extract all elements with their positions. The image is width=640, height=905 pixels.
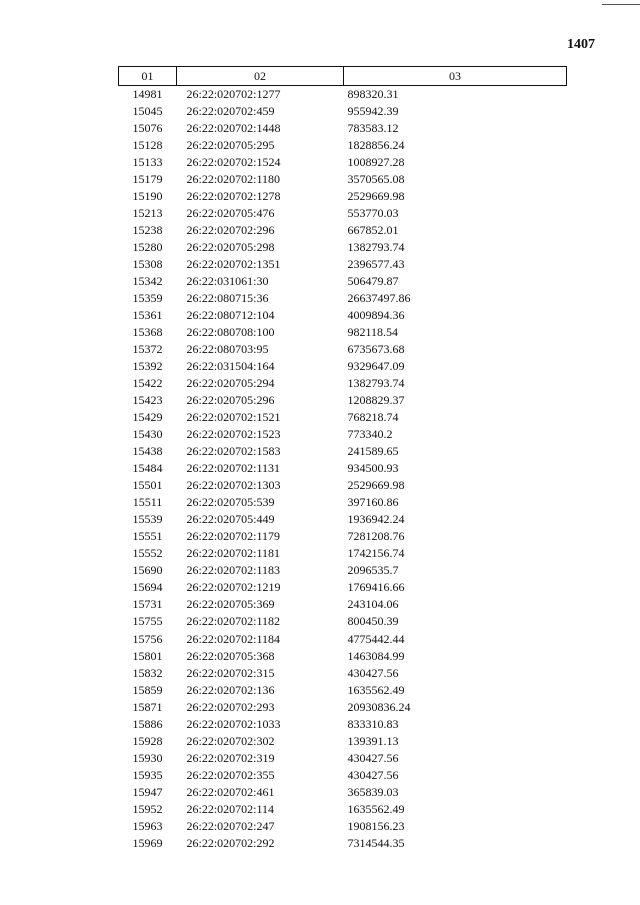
cadastral-number-cell: 26:22:020705:476 xyxy=(186,206,275,221)
value-cell: 667852.01 xyxy=(347,223,399,238)
row-id-cell: 15963 xyxy=(132,818,163,833)
table-row xyxy=(119,392,567,409)
value-cell: 241589.65 xyxy=(347,444,399,459)
value-cell: 7314544.35 xyxy=(347,835,405,850)
cadastral-number-cell: 26:22:020702:1181 xyxy=(186,546,281,561)
row-id-cell: 15133 xyxy=(132,155,163,170)
table-body xyxy=(119,86,567,852)
table-row xyxy=(119,239,567,256)
table-row xyxy=(119,426,567,443)
table-row xyxy=(119,835,567,852)
row-id-cell: 15694 xyxy=(132,580,163,595)
table-row xyxy=(119,103,567,120)
row-id-cell: 15928 xyxy=(132,733,163,748)
cadastral-number-cell: 26:22:020702:114 xyxy=(186,801,275,816)
row-id-cell: 15690 xyxy=(132,563,163,578)
row-id-cell: 15190 xyxy=(132,189,163,204)
value-cell: 3570565.08 xyxy=(347,172,405,187)
row-id-cell: 15238 xyxy=(132,223,163,238)
value-cell: 4009894.36 xyxy=(347,308,405,323)
cadastral-number-cell: 26:22:020702:1033 xyxy=(186,716,281,731)
cadastral-number-cell: 26:22:020702:1184 xyxy=(186,631,281,646)
cadastral-number-cell: 26:22:020702:302 xyxy=(186,733,275,748)
row-id-cell: 15952 xyxy=(132,801,163,816)
row-id-cell: 15947 xyxy=(132,784,163,799)
cadastral-number-cell: 26:22:020702:315 xyxy=(186,665,275,680)
value-cell: 2529669.98 xyxy=(347,478,405,493)
value-cell: 1382793.74 xyxy=(347,240,405,255)
table-row xyxy=(119,613,567,630)
table-row xyxy=(119,205,567,222)
row-id-cell: 15930 xyxy=(132,750,163,765)
table-row xyxy=(119,222,567,239)
cadastral-number-cell: 26:22:020705:368 xyxy=(186,648,275,663)
cadastral-number-cell: 26:22:031504:164 xyxy=(186,359,275,374)
row-id-cell: 15871 xyxy=(132,699,163,714)
cadastral-number-cell: 26:22:020702:1351 xyxy=(186,257,281,272)
row-id-cell: 15423 xyxy=(132,393,163,408)
table-row xyxy=(119,358,567,375)
table-row xyxy=(119,494,567,511)
table-row xyxy=(119,256,567,273)
header-col-01: 01 xyxy=(119,67,177,86)
value-cell: 20930836.24 xyxy=(347,699,411,714)
cadastral-number-cell: 26:22:020702:1524 xyxy=(186,155,281,170)
row-id-cell: 15280 xyxy=(132,240,163,255)
value-cell: 982118.54 xyxy=(347,325,399,340)
table-row xyxy=(119,188,567,205)
cadastral-number-cell: 26:22:020702:293 xyxy=(186,699,275,714)
value-cell: 139391.13 xyxy=(347,733,399,748)
table-header-row xyxy=(119,67,567,86)
row-id-cell: 15128 xyxy=(132,138,163,153)
table-row xyxy=(119,511,567,528)
row-id-cell: 15438 xyxy=(132,444,163,459)
cadastral-number-cell: 26:22:020702:1183 xyxy=(186,563,281,578)
value-cell: 6735673.68 xyxy=(347,342,405,357)
row-id-cell: 15342 xyxy=(132,274,163,289)
data-table xyxy=(118,66,567,852)
value-cell: 934500.93 xyxy=(347,461,399,476)
row-id-cell: 15935 xyxy=(132,767,163,782)
value-cell: 1382793.74 xyxy=(347,376,405,391)
row-id-cell: 15731 xyxy=(132,597,163,612)
table-row xyxy=(119,120,567,137)
row-id-cell: 15801 xyxy=(132,648,163,663)
row-id-cell: 15076 xyxy=(132,121,163,136)
value-cell: 768218.74 xyxy=(347,410,399,425)
table-row xyxy=(119,545,567,562)
value-cell: 430427.56 xyxy=(347,665,399,680)
cadastral-number-cell: 26:22:020702:247 xyxy=(186,818,275,833)
value-cell: 553770.03 xyxy=(347,206,399,221)
cadastral-number-cell: 26:22:020702:1180 xyxy=(186,172,281,187)
table-row xyxy=(119,324,567,341)
cadastral-number-cell: 26:22:020702:459 xyxy=(186,104,275,119)
cadastral-number-cell: 26:22:020702:1278 xyxy=(186,189,281,204)
value-cell: 4775442.44 xyxy=(347,631,405,646)
table-row xyxy=(119,409,567,426)
cadastral-number-cell: 26:22:020702:461 xyxy=(186,784,275,799)
row-id-cell: 15430 xyxy=(132,427,163,442)
value-cell: 430427.56 xyxy=(347,767,399,782)
table-row xyxy=(119,528,567,545)
table-row xyxy=(119,682,567,699)
value-cell: 1828856.24 xyxy=(347,138,405,153)
row-id-cell: 15539 xyxy=(132,512,163,527)
cadastral-number-cell: 26:22:020705:369 xyxy=(186,597,275,612)
row-id-cell: 15045 xyxy=(132,104,163,119)
value-cell: 783583.12 xyxy=(347,121,399,136)
header-col-02: 02 xyxy=(177,67,344,86)
value-cell: 397160.86 xyxy=(347,495,399,510)
corner-rule xyxy=(602,4,640,5)
value-cell: 1635562.49 xyxy=(347,801,405,816)
value-cell: 1936942.24 xyxy=(347,512,405,527)
table-row xyxy=(119,648,567,665)
cadastral-number-cell: 26:22:020702:1182 xyxy=(186,614,281,629)
cadastral-number-cell: 26:22:080708:100 xyxy=(186,325,275,340)
value-cell: 1008927.28 xyxy=(347,155,405,170)
value-cell: 955942.39 xyxy=(347,104,399,119)
value-cell: 1908156.23 xyxy=(347,818,405,833)
cadastral-number-cell: 26:22:020702:1583 xyxy=(186,444,281,459)
table-row xyxy=(119,460,567,477)
cadastral-number-cell: 26:22:020702:319 xyxy=(186,750,275,765)
row-id-cell: 15969 xyxy=(132,835,163,850)
cadastral-number-cell: 26:22:031061:30 xyxy=(186,274,269,289)
table-row xyxy=(119,137,567,154)
row-id-cell: 15501 xyxy=(132,478,163,493)
cadastral-number-cell: 26:22:020705:449 xyxy=(186,512,275,527)
page-number: 1407 xyxy=(567,37,595,52)
table-row xyxy=(119,801,567,818)
value-cell: 365839.03 xyxy=(347,784,399,799)
table-row xyxy=(119,665,567,682)
value-cell: 773340.2 xyxy=(347,427,393,442)
row-id-cell: 15372 xyxy=(132,342,163,357)
row-id-cell: 15859 xyxy=(132,682,163,697)
value-cell: 9329647.09 xyxy=(347,359,405,374)
cadastral-number-cell: 26:22:020702:1303 xyxy=(186,478,281,493)
table-row xyxy=(119,716,567,733)
table-row xyxy=(119,154,567,171)
cadastral-number-cell: 26:22:020702:355 xyxy=(186,767,275,782)
row-id-cell: 15359 xyxy=(132,291,163,306)
table-row xyxy=(119,818,567,835)
row-id-cell: 14981 xyxy=(132,87,163,101)
cadastral-number-cell: 26:22:020705:539 xyxy=(186,495,275,510)
value-cell: 1742156.74 xyxy=(347,546,405,561)
value-cell: 1463084.99 xyxy=(347,648,405,663)
table-row xyxy=(119,477,567,494)
value-cell: 1635562.49 xyxy=(347,682,405,697)
row-id-cell: 15511 xyxy=(132,495,163,510)
table-row xyxy=(119,273,567,290)
table-row xyxy=(119,307,567,324)
value-cell: 7281208.76 xyxy=(347,529,405,544)
cadastral-number-cell: 26:22:020702:1277 xyxy=(186,87,281,101)
table-row xyxy=(119,631,567,648)
row-id-cell: 15551 xyxy=(132,529,163,544)
table-row xyxy=(119,767,567,784)
cadastral-number-cell: 26:22:020702:1219 xyxy=(186,580,281,595)
row-id-cell: 15368 xyxy=(132,325,163,340)
row-id-cell: 15422 xyxy=(132,376,163,391)
cadastral-number-cell: 26:22:020702:1448 xyxy=(186,121,281,136)
row-id-cell: 15392 xyxy=(132,359,163,374)
cadastral-number-cell: 26:22:020702:136 xyxy=(186,682,275,697)
table-row xyxy=(119,784,567,801)
table-row xyxy=(119,562,567,579)
row-id-cell: 15308 xyxy=(132,257,163,272)
table-row xyxy=(119,171,567,188)
value-cell: 1208829.37 xyxy=(347,393,405,408)
cadastral-number-cell: 26:22:080715:36 xyxy=(186,291,269,306)
cadastral-number-cell: 26:22:020705:294 xyxy=(186,376,275,391)
table-row xyxy=(119,375,567,392)
row-id-cell: 15179 xyxy=(132,172,163,187)
table-row xyxy=(119,443,567,460)
cadastral-number-cell: 26:22:020702:1179 xyxy=(186,529,281,544)
table-row xyxy=(119,596,567,613)
value-cell: 506479.87 xyxy=(347,274,399,289)
row-id-cell: 15756 xyxy=(132,631,163,646)
value-cell: 2096535.7 xyxy=(347,563,399,578)
header-col-03: 03 xyxy=(344,67,567,86)
value-cell: 833310.83 xyxy=(347,716,399,731)
value-cell: 2529669.98 xyxy=(347,189,405,204)
row-id-cell: 15552 xyxy=(132,546,163,561)
row-id-cell: 15755 xyxy=(132,614,163,629)
value-cell: 1769416.66 xyxy=(347,580,405,595)
cadastral-number-cell: 26:22:020702:1521 xyxy=(186,410,281,425)
row-id-cell: 15886 xyxy=(132,716,163,731)
cadastral-number-cell: 26:22:020705:298 xyxy=(186,240,275,255)
table-row xyxy=(119,699,567,716)
cadastral-number-cell: 26:22:020705:296 xyxy=(186,393,275,408)
value-cell: 2396577.43 xyxy=(347,257,405,272)
cadastral-number-cell: 26:22:020702:296 xyxy=(186,223,275,238)
value-cell: 26637497.86 xyxy=(347,291,411,306)
value-cell: 430427.56 xyxy=(347,750,399,765)
row-id-cell: 15484 xyxy=(132,461,163,476)
row-id-cell: 15361 xyxy=(132,308,163,323)
cadastral-number-cell: 26:22:080712:104 xyxy=(186,308,275,323)
table-row xyxy=(119,733,567,750)
row-id-cell: 15429 xyxy=(132,410,163,425)
table-row xyxy=(119,290,567,307)
cadastral-number-cell: 26:22:020702:292 xyxy=(186,835,275,850)
cadastral-number-cell: 26:22:020705:295 xyxy=(186,138,275,153)
value-cell: 898320.31 xyxy=(347,87,399,101)
table-row xyxy=(119,86,567,104)
value-cell: 800450.39 xyxy=(347,614,399,629)
row-id-cell: 15213 xyxy=(132,206,163,221)
table-row xyxy=(119,341,567,358)
row-id-cell: 15832 xyxy=(132,665,163,680)
cadastral-number-cell: 26:22:080703:95 xyxy=(186,342,269,357)
value-cell: 243104.06 xyxy=(347,597,399,612)
table-row xyxy=(119,579,567,596)
table-row xyxy=(119,750,567,767)
cadastral-number-cell: 26:22:020702:1523 xyxy=(186,427,281,442)
cadastral-number-cell: 26:22:020702:1131 xyxy=(186,461,281,476)
